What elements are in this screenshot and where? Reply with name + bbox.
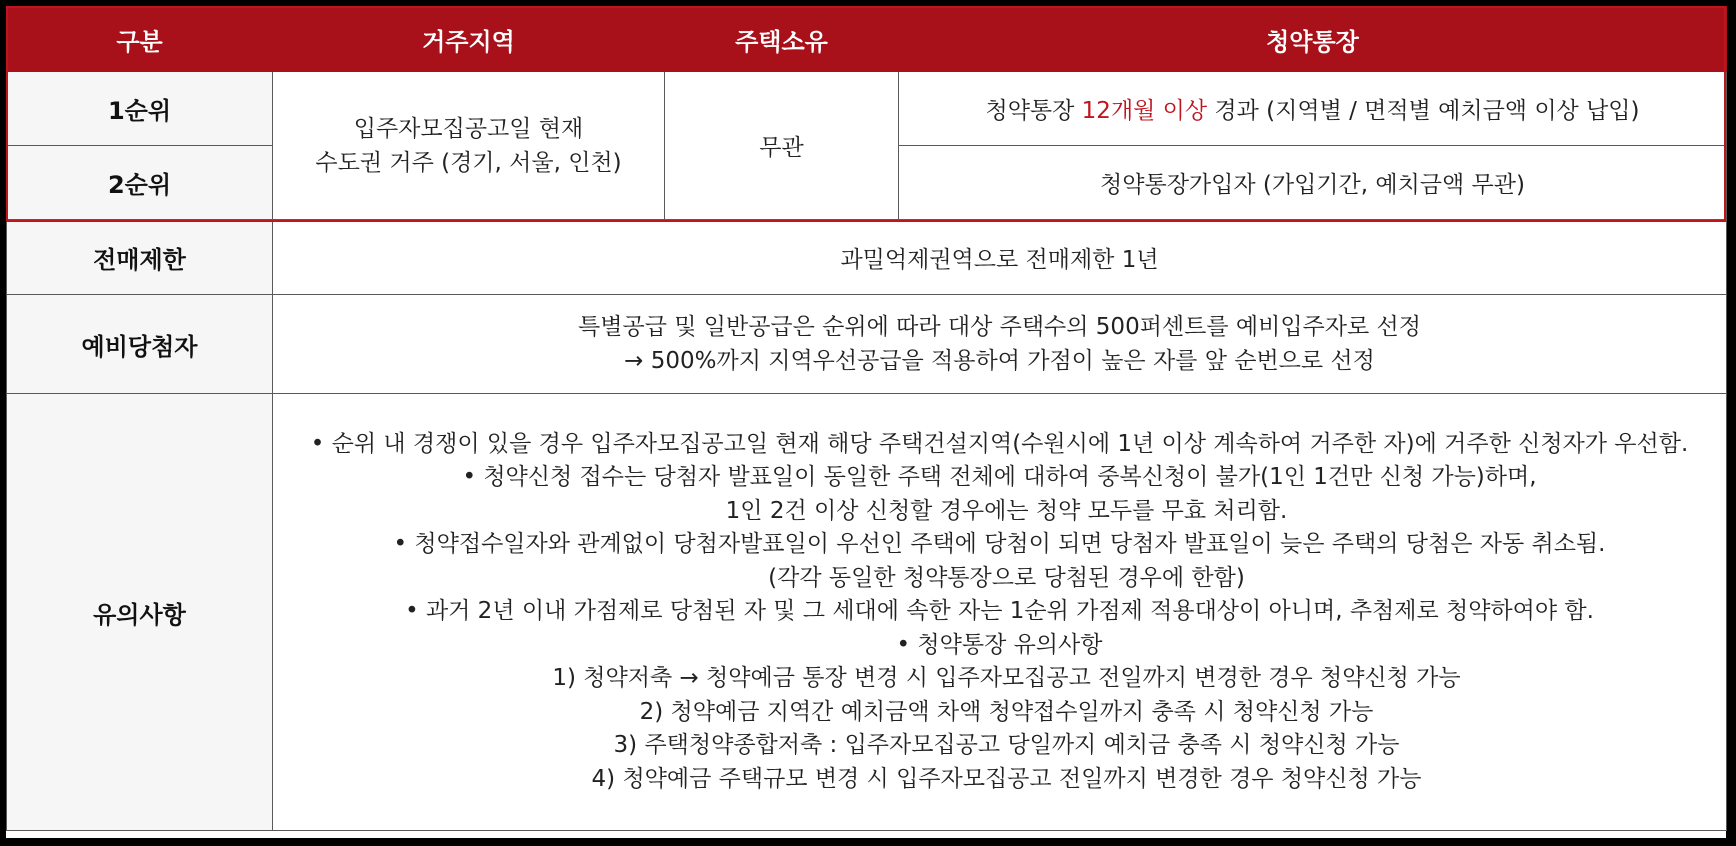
notes-line: 3) 주택청약종합저축 : 입주자모집공고 당일까지 예치금 충족 시 청약신청 가능 xyxy=(613,732,1400,759)
subscription-table xyxy=(6,6,1727,831)
residence-line1: 입주자모집공고일 현재 xyxy=(353,115,584,142)
reserve-label: 예비당첨자 xyxy=(7,295,273,394)
header-ownership: 주택소유 xyxy=(665,7,899,72)
resale-value: 과밀억제권역으로 전매제한 1년 xyxy=(273,220,1727,295)
notes-line: 2) 청약예금 지역간 예치금액 차액 청약접수일까지 충족 시 청약신청 가능 xyxy=(639,698,1374,725)
rank1-account-pre: 청약통장 xyxy=(985,98,1082,124)
notes-line: 4) 청약예금 주택규모 변경 시 입주자모집공고 전일까지 변경한 경우 청약신청 가능 xyxy=(591,765,1422,792)
residence-line2: 수도권 거주 (경기, 서울, 인천) xyxy=(315,149,622,176)
notes-line: • 과거 2년 이내 가점제로 당첨된 자 및 그 세대에 속한 자는 1순위 가점제 적용대상이 아니며, 추첨제로 청약하여야 함. xyxy=(405,598,1594,625)
rank2-account-cell: 청약통장가입자 (가입기간, 예치금액 무관) xyxy=(899,146,1727,220)
rank1-label: 1순위 xyxy=(7,72,273,146)
reserve-row xyxy=(7,295,1727,394)
notes-line: • 청약통장 유의사항 xyxy=(896,631,1103,658)
reserve-line1: 특별공급 및 일반공급은 순위에 따라 대상 주택수의 500퍼센트를 예비입주자로 선정 xyxy=(578,314,1421,340)
notes-line: 1인 2건 이상 신청할 경우에는 청약 모두를 무효 처리함. xyxy=(725,497,1288,524)
residence-cell xyxy=(273,72,665,220)
notes-line: • 청약접수일자와 관계없이 당첨자발표일이 우선인 주택에 당첨이 되면 당첨자 발표일이 늦은 주택의 당첨은 자동 취소됨. xyxy=(393,531,1606,558)
header-row xyxy=(7,7,1727,72)
notes-line: (각각 동일한 청약통장으로 당첨된 경우에 한함) xyxy=(768,564,1245,591)
rank1-account-cell xyxy=(899,72,1727,146)
notes-label: 유의사항 xyxy=(7,394,273,831)
notes-line: 1) 청약저축 → 청약예금 통장 변경 시 입주자모집공고 전일까지 변경한 경우 청약신청 가능 xyxy=(552,665,1461,692)
header-residence: 거주지역 xyxy=(273,7,665,72)
notes-cell xyxy=(273,394,1727,831)
header-account: 청약통장 xyxy=(899,7,1727,72)
reserve-cell xyxy=(273,295,1727,394)
subscription-info-sheet xyxy=(6,6,1726,838)
ownership-cell: 무관 xyxy=(665,72,899,220)
rank2-label: 2순위 xyxy=(7,146,273,220)
notes-line: • 순위 내 경쟁이 있을 경우 입주자모집공고일 현재 해당 주택건설지역(수원시에 1년 이상 계속하여 거주한 자)에 거주한 신청자가 우선함. xyxy=(310,430,1689,457)
header-category: 구분 xyxy=(7,7,273,72)
rank1-account-post: 경과 (지역별 / 면적별 예치금액 이상 납입) xyxy=(1207,98,1640,124)
notes-row xyxy=(7,394,1727,831)
reserve-line2: → 500%까지 지역우선공급을 적용하여 가점이 높은 자를 앞 순번으로 선정 xyxy=(624,348,1375,374)
notes-line: • 청약신청 접수는 당첨자 발표일이 동일한 주택 전체에 대하여 중복신청이 불가(1인 1건만 신청 가능)하며, xyxy=(462,464,1537,491)
rank1-row xyxy=(7,72,1727,146)
resale-row xyxy=(7,220,1727,295)
rank1-account-highlight: 12개월 이상 xyxy=(1081,98,1208,124)
resale-label: 전매제한 xyxy=(7,220,273,295)
